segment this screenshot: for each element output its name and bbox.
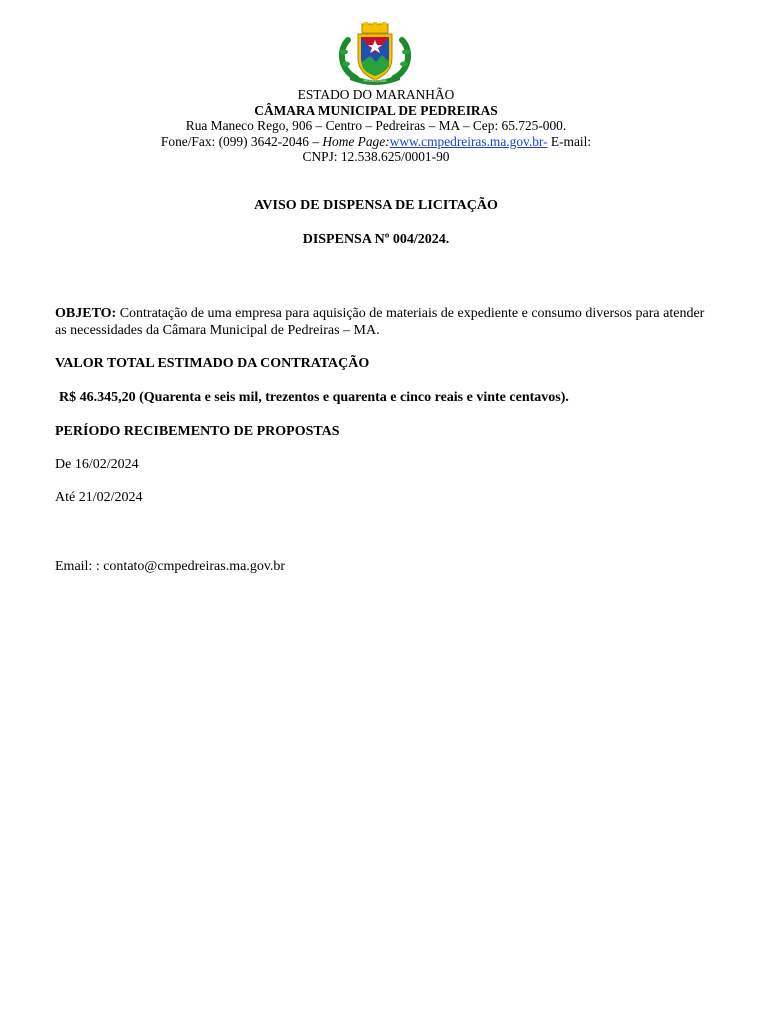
crest-banner-text: PEDREIRAS <box>363 78 387 83</box>
contact-email: Email: : contato@cmpedreiras.ma.gov.br <box>55 559 286 574</box>
object-paragraph <box>55 305 715 339</box>
value-amount: R$ 46.345,20 (Quarenta e seis mil, trezentos e quarenta e cinco reais e vinte centavos). <box>59 390 569 405</box>
phone-text: Fone/Fax: (099) 3642-2046 – <box>160 133 323 149</box>
object-text: Contratação de uma empresa para aquisição de materiais de expediente e consumo diversos para atender as necessidades da Câmara Municipal de Pedreiras – MA. <box>55 306 705 338</box>
period-heading: PERÍODO RECIBEMENTO DE PROPOSTAS <box>55 424 340 439</box>
notice-title: AVISO DE DISPENSA DE LICITAÇÃO <box>254 198 498 213</box>
homepage-link[interactable]: www.cmpedreiras.ma.gov.br- <box>389 133 548 149</box>
email-label: E-mail: <box>547 133 592 149</box>
homepage-label: Home Page: <box>322 133 390 149</box>
value-heading: VALOR TOTAL ESTIMADO DA CONTRATAÇÃO <box>55 356 370 371</box>
period-from: De 16/02/2024 <box>55 457 139 472</box>
state-name: ESTADO DO MARANHÃO <box>297 87 455 102</box>
letterhead <box>0 87 752 165</box>
object-label: OBJETO: <box>55 306 117 321</box>
cnpj-line: CNPJ: 12.538.625/0001-90 <box>302 149 450 164</box>
notice-number: DISPENSA Nº 004/2024. <box>302 232 450 247</box>
contact-line <box>0 134 752 150</box>
chamber-name: CÂMARA MUNICIPAL DE PEDREIRAS <box>254 102 498 118</box>
period-to: Até 21/02/2024 <box>55 490 143 505</box>
municipal-crest-icon <box>334 22 416 86</box>
address-line: Rua Maneco Rego, 906 – Centro – Pedreiras – MA – Cep: 65.725-000. <box>185 118 567 133</box>
